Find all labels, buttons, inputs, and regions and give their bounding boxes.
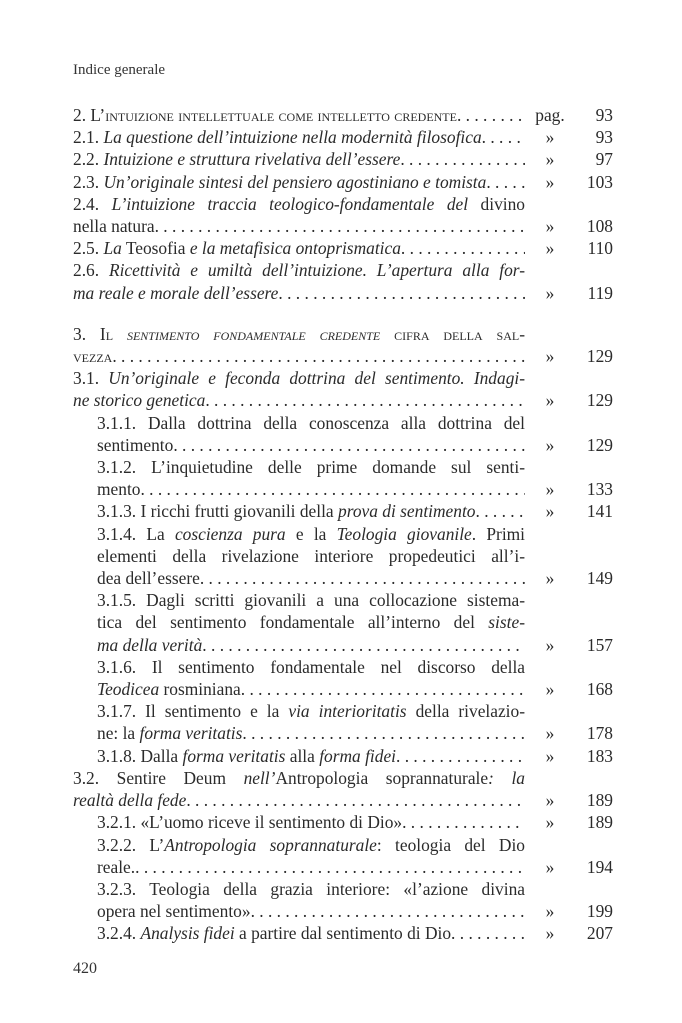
entry-title-line — [73, 389, 205, 411]
entry-title-line — [97, 456, 525, 478]
entry-title-line — [97, 878, 525, 900]
entry-title-run: dea dell’essere — [97, 568, 200, 589]
entry-title-line — [73, 767, 525, 789]
toc-entry[interactable] — [73, 193, 613, 237]
entry-title-line — [97, 545, 525, 567]
entry-title-run: 3.1.1. Dalla dottrina della conoscenza alla dottrina del — [97, 412, 525, 433]
dot-leader — [241, 678, 525, 700]
toc-subentry[interactable] — [73, 745, 613, 767]
dot-leader — [186, 789, 525, 811]
entry-title-line — [73, 345, 112, 367]
entry-title-line — [97, 856, 135, 878]
entry-title-run: elementi della rivelazione interiore propedeutici all’i- — [97, 545, 525, 566]
toc-entry[interactable] — [73, 323, 613, 367]
entry-title-run: forma fidei — [319, 745, 396, 766]
entry-page-number: 97 — [595, 149, 613, 170]
page-marker: » — [545, 568, 555, 589]
entry-title-line — [97, 811, 402, 833]
entry-title-run: 3.1.7. Il sentimento e la — [97, 701, 289, 722]
entry-title-line — [73, 789, 186, 811]
dot-leader — [457, 104, 525, 126]
entry-page-number: 199 — [586, 901, 613, 922]
entry-title-run: realtà della fede — [73, 790, 187, 811]
page-marker: » — [545, 790, 555, 811]
entry-title-line — [73, 323, 525, 345]
entry-title-run: : la — [488, 767, 525, 788]
entry-title-run: La questione dell’intuizione nella modernità filosofica — [103, 127, 482, 148]
dot-leader — [112, 345, 525, 367]
entry-title-line — [97, 412, 525, 434]
toc-subentry[interactable] — [73, 700, 613, 744]
dot-leader — [135, 856, 525, 878]
entry-title-line — [97, 478, 140, 500]
entry-page-number: 194 — [586, 856, 613, 877]
entry-title-line — [73, 259, 525, 281]
entry-title-run: Analysis fidei — [140, 923, 235, 944]
entry-title-run: a partire dal sentimento di Dio — [234, 923, 452, 944]
entry-title-run: intuizione intellettuale come intelletto credente — [105, 105, 457, 125]
entry-title-line — [97, 678, 241, 700]
entry-title-run: Intuizione e struttura rivelativa dell’essere — [103, 149, 401, 170]
entry-page-number: 93 — [595, 105, 613, 125]
page-marker: » — [545, 745, 555, 766]
page-marker: » — [545, 346, 555, 367]
entry-title-line — [97, 611, 525, 633]
entry-title-line — [97, 589, 525, 611]
toc-entry[interactable] — [73, 171, 613, 193]
toc-subentry[interactable] — [73, 656, 613, 700]
toc-subentry[interactable] — [73, 922, 613, 944]
dot-leader — [205, 389, 525, 411]
entry-title-line — [73, 282, 278, 304]
entry-title-run: 2.1. — [73, 127, 104, 148]
dot-leader — [140, 478, 525, 500]
entry-title-run: tica del sentimento fondamentale all’interno del — [97, 612, 489, 633]
entry-title-run: 2.3. — [73, 171, 104, 192]
page-marker: » — [545, 901, 555, 922]
toc-entry[interactable] — [73, 767, 613, 811]
entry-title-run: prova di sentimento — [338, 501, 476, 522]
toc-subentry[interactable] — [73, 589, 613, 656]
dot-leader — [402, 811, 525, 833]
entry-title-run: sentimento fondamentale credente — [126, 323, 381, 344]
entry-page-number: 133 — [586, 479, 613, 500]
entry-title-line — [73, 148, 400, 170]
entry-title-line — [97, 922, 451, 944]
dot-leader — [482, 126, 525, 148]
toc-entry[interactable] — [73, 126, 613, 148]
page-marker: » — [545, 634, 555, 655]
toc-subentry[interactable] — [73, 412, 613, 456]
entry-title-run: 3.2.4. — [97, 923, 141, 944]
dot-leader — [278, 282, 525, 304]
entry-title-run: Antropologia soprannaturale — [164, 834, 377, 855]
entry-page-number: 103 — [586, 171, 613, 192]
entry-page-number: 119 — [587, 282, 613, 303]
table-of-contents — [73, 104, 613, 945]
entry-title-run: 2.5. — [73, 238, 104, 259]
entry-title-run: ma reale e morale dell’essere — [73, 282, 279, 303]
entry-title-run: 3. I — [73, 323, 106, 344]
entry-title-run: 3.1.6. Il sentimento fondamentale nel discorso della — [97, 656, 525, 677]
entry-title-line — [97, 700, 525, 722]
entry-title-run: 3.1.8. Dalla — [97, 745, 183, 766]
entry-page-number: 141 — [586, 501, 613, 522]
entry-title-run: : teologia del Dio — [376, 834, 525, 855]
dot-leader — [251, 900, 525, 922]
entry-title-run: e la — [285, 523, 337, 544]
entry-title-line — [97, 900, 251, 922]
entry-title-run: sentimento — [97, 434, 174, 455]
toc-subentry[interactable] — [73, 811, 613, 833]
page-marker: » — [545, 923, 555, 944]
entry-title-run: Un’originale e feconda dottrina del sentimento. Indagi- — [108, 368, 526, 389]
page-marker: » — [545, 679, 555, 700]
entry-page-number: 189 — [586, 812, 613, 833]
page-marker: » — [545, 479, 555, 500]
toc-subentry[interactable] — [73, 500, 613, 522]
entry-page-number: 129 — [586, 434, 613, 455]
dot-leader — [486, 171, 525, 193]
entry-title-run: La — [103, 238, 122, 259]
entry-page-number: 129 — [586, 390, 613, 411]
dot-leader — [155, 215, 525, 237]
dot-leader — [396, 745, 525, 767]
entry-title-line — [73, 126, 482, 148]
page-marker: » — [545, 434, 555, 455]
entry-title-run: opera nel sentimento» — [97, 901, 251, 922]
entry-title-line — [97, 834, 525, 856]
dot-leader — [476, 500, 526, 522]
toc-subentry[interactable] — [73, 834, 613, 878]
page-marker: » — [545, 812, 555, 833]
entry-title-line — [97, 523, 525, 545]
entry-title-run: forma veritatis — [182, 745, 286, 766]
entry-title-run: 2. L’ — [73, 105, 106, 125]
page-marker: » — [545, 127, 555, 148]
page-marker: » — [545, 216, 555, 237]
toc-entry[interactable] — [73, 237, 613, 259]
entry-title-run: 3.1.4. La — [97, 523, 175, 544]
entry-page-number: 108 — [586, 216, 613, 237]
entry-title-line — [97, 745, 396, 767]
entry-title-line — [97, 634, 202, 656]
entry-title-line — [97, 434, 173, 456]
entry-title-line — [73, 171, 486, 193]
dot-leader — [401, 237, 525, 259]
entry-title-run: nella natura — [73, 216, 155, 237]
entry-title-run: Antropologia soprannaturale — [275, 767, 489, 788]
entry-title-run: 3.1.5. Dagli scritti giovanili a una collocazione sistema- — [97, 590, 525, 611]
entry-title-run: cifra della sal- — [380, 323, 526, 344]
entry-title-run: . Primi — [471, 523, 526, 544]
entry-title-run: alla — [285, 745, 320, 766]
dot-leader — [200, 567, 525, 589]
entry-title-line — [97, 567, 200, 589]
entry-title-run: siste- — [488, 612, 525, 633]
entry-page-number: 168 — [586, 679, 613, 700]
entry-title-run: Teosofia — [121, 238, 190, 259]
entry-title-line — [73, 237, 401, 259]
entry-title-run: coscienza pura — [174, 523, 286, 544]
entry-title-run: mento — [97, 479, 141, 500]
entry-title-run: nell’ — [243, 767, 276, 788]
entry-title-run: L’intuizione traccia teologico-fondamentale del — [111, 193, 469, 214]
entry-title-run: e la metafisica ontoprismatica — [189, 238, 401, 259]
page-marker: » — [545, 238, 555, 259]
page-marker: » — [545, 501, 555, 522]
entry-title-line — [73, 215, 155, 237]
toc-subentry[interactable] — [73, 878, 613, 922]
entry-title-run: ma della verità — [97, 634, 203, 655]
running-head: Indice generale — [73, 62, 166, 78]
entry-page-number: 183 — [586, 745, 613, 766]
entry-title-run: 3.2.1. «L’uomo riceve il sentimento di Dio» — [97, 812, 403, 833]
toc-entry[interactable] — [73, 259, 613, 303]
page-marker: pag. — [535, 105, 565, 125]
entry-title-line — [97, 722, 242, 744]
entry-page-number: 129 — [586, 346, 613, 367]
entry-title-run: Ricettività e umiltà dell’intuizione. L’apertura alla for- — [108, 260, 525, 281]
toc-entry[interactable] — [73, 104, 613, 126]
dot-leader — [202, 634, 525, 656]
entry-title-run: 3.2.3. Teologia della grazia interiore: «l’azione divina — [97, 878, 525, 899]
page-number: 420 — [73, 960, 97, 977]
entry-title-run: vezza — [73, 346, 113, 367]
entry-title-run: reale. — [97, 856, 136, 877]
entry-title-run: 3.1.3. I ricchi frutti giovanili della — [97, 501, 338, 522]
entry-title-line — [73, 367, 525, 389]
page-marker: » — [545, 282, 555, 303]
page-marker: » — [545, 171, 555, 192]
page-marker: » — [545, 390, 555, 411]
dot-leader — [173, 434, 525, 456]
entry-page-number: 110 — [587, 238, 613, 259]
entry-title-run: 3.1.2. L’inquietudine delle prime domande sul senti- — [97, 457, 525, 478]
entry-title-run: 2.2. — [73, 149, 104, 170]
entry-title-line — [97, 500, 476, 522]
entry-title-run: divino — [468, 193, 525, 214]
page-marker: » — [545, 149, 555, 170]
entry-page-number: 189 — [586, 790, 613, 811]
entry-title-run: della rivelazio- — [406, 701, 525, 722]
entry-title-run: 2.4. — [73, 193, 112, 214]
entry-title-run: forma veritatis — [139, 723, 243, 744]
entry-page-number: 157 — [586, 634, 613, 655]
entry-page-number: 178 — [586, 723, 613, 744]
entry-page-number: 149 — [586, 568, 613, 589]
entry-title-run: 3.2. Sentire Deum — [73, 767, 244, 788]
entry-title-run: 2.6. — [73, 260, 109, 281]
dot-leader — [242, 722, 525, 744]
entry-title-run: l — [105, 323, 127, 344]
page-marker: » — [545, 723, 555, 744]
toc-entry[interactable] — [73, 148, 613, 170]
entry-title-line — [97, 656, 525, 678]
entry-title-run: via interioritatis — [288, 701, 407, 722]
dot-leader — [400, 148, 525, 170]
entry-title-run: ne: la — [97, 723, 140, 744]
entry-page-number: 207 — [586, 923, 613, 944]
entry-title-run: 3.1. — [73, 368, 109, 389]
page-marker: » — [545, 856, 555, 877]
entry-page-number: 93 — [595, 127, 613, 148]
entry-title-line — [73, 104, 457, 126]
toc-entry[interactable] — [73, 367, 613, 411]
toc-subentry[interactable] — [73, 523, 613, 590]
entry-title-run: Teologia giovanile — [336, 523, 472, 544]
entry-title-run: Un’originale sintesi del pensiero agostiniano e tomista — [103, 171, 487, 192]
dot-leader — [451, 922, 525, 944]
entry-title-line — [73, 193, 525, 215]
toc-subentry[interactable] — [73, 456, 613, 500]
entry-title-run: rosminiana — [159, 679, 241, 700]
entry-title-run: 3.2.2. L’ — [97, 834, 165, 855]
entry-title-run: Teodicea — [97, 679, 160, 700]
entry-title-run: ne storico genetica — [73, 390, 206, 411]
